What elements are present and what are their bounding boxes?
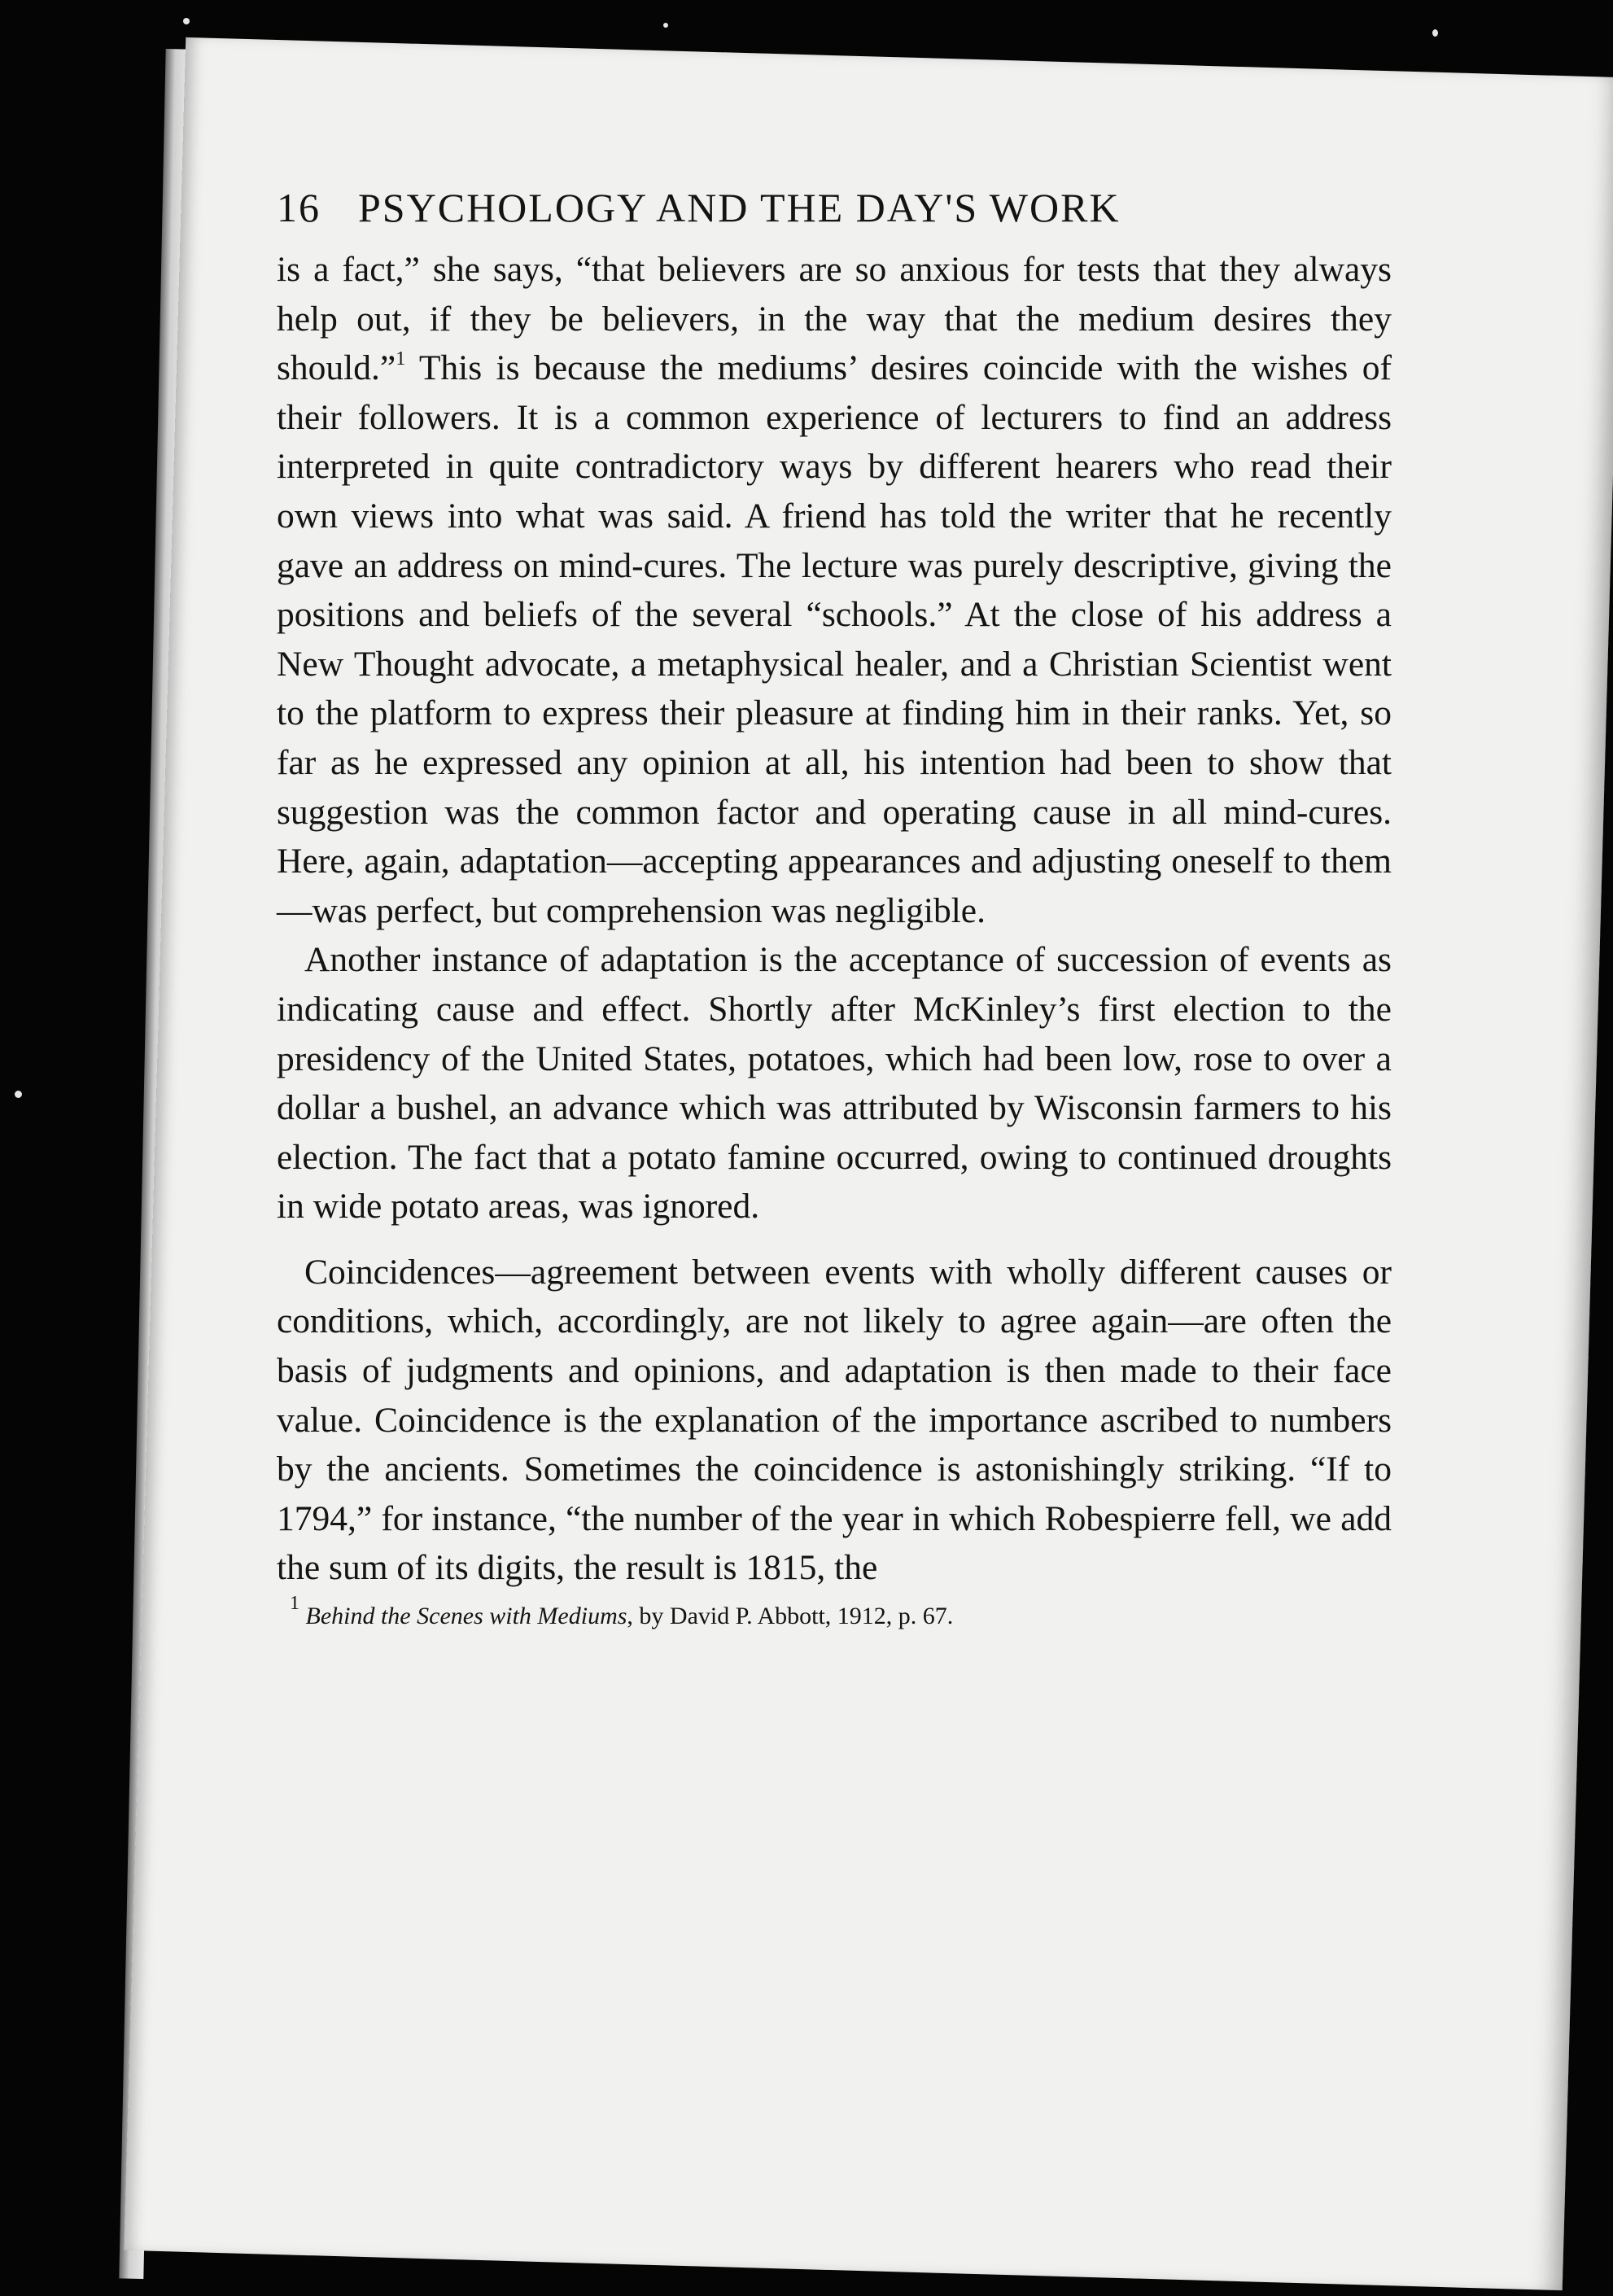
footnote-citation: , by David P. Abbott, 1912, p. 67. (627, 1603, 954, 1630)
scan-speck (663, 23, 668, 28)
page-text-block (277, 183, 1392, 1632)
paragraph-1-text-before: is a fact,” she says, “that believers are so anxious for tests that they always help out, if they be believers, in the way that the medium desires they should.” (277, 250, 1392, 388)
footnote-book-title: Behind the Scenes with Mediums (305, 1603, 627, 1630)
scan-speck (183, 18, 190, 24)
running-head (277, 183, 1392, 232)
paragraph-1 (277, 245, 1392, 935)
scan-speck (15, 1091, 22, 1098)
paragraph-1-text-after: This is because the mediums’ desires coincide with the wishes of their followers. It is a common experience of lecturers to find an address interpreted in quite contradictory ways by different hearers who read their own views into what was said. A friend has told the writer that he recently gave an address on mind-cures. The lecture was purely descriptive, giving the positions and beliefs of the several “schools.” At the close of his address a New Thought advocate, a metaphysical healer, and a Christian Scientist went to the platform to express their pleasure at finding him in their ranks. Yet, so far as he expressed any opinion at all, his intention had been to show that suggestion was the common factor and operating cause in all mind-cures. Here, again, adaptation—accepting appearances and adjusting oneself to them—was perfect, but comprehension was negligible. (277, 348, 1392, 930)
page-number: 16 (277, 185, 321, 230)
scan-speck (1432, 29, 1438, 37)
footnote-number: 1 (290, 1593, 299, 1615)
footnote (277, 1593, 1392, 1632)
body-text (277, 245, 1392, 1593)
running-head-title: PSYCHOLOGY AND THE DAY'S WORK (358, 185, 1121, 230)
paragraph-3: Coincidences—agreement between events with wholly different causes or conditions, which, accordingly, are not likely to agree again—are often the basis of judgments and opinions, and adaptation is then made to their face value. Coincidence is the explanation of the importance ascribed to numbers by the ancients. Sometimes the coincidence is astonishingly striking. “If to 1794,” for instance, “the number of the year in which Robespierre fell, we add the sum of its digits, the result is 1815, the (277, 1252, 1392, 1588)
paragraph-2: Another instance of adaptation is the acceptance of succession of events as indicating cause and effect. Shortly after McKinley’s first election to the presidency of the United States, potatoes, which had been low, rose to over a dollar a bushel, an advance which was attributed by Wisconsin farmers to his election. The fact that a potato famine occurred, owing to continued droughts in wide potato areas, was ignored. (277, 940, 1392, 1227)
footnote-marker: 1 (396, 348, 406, 370)
